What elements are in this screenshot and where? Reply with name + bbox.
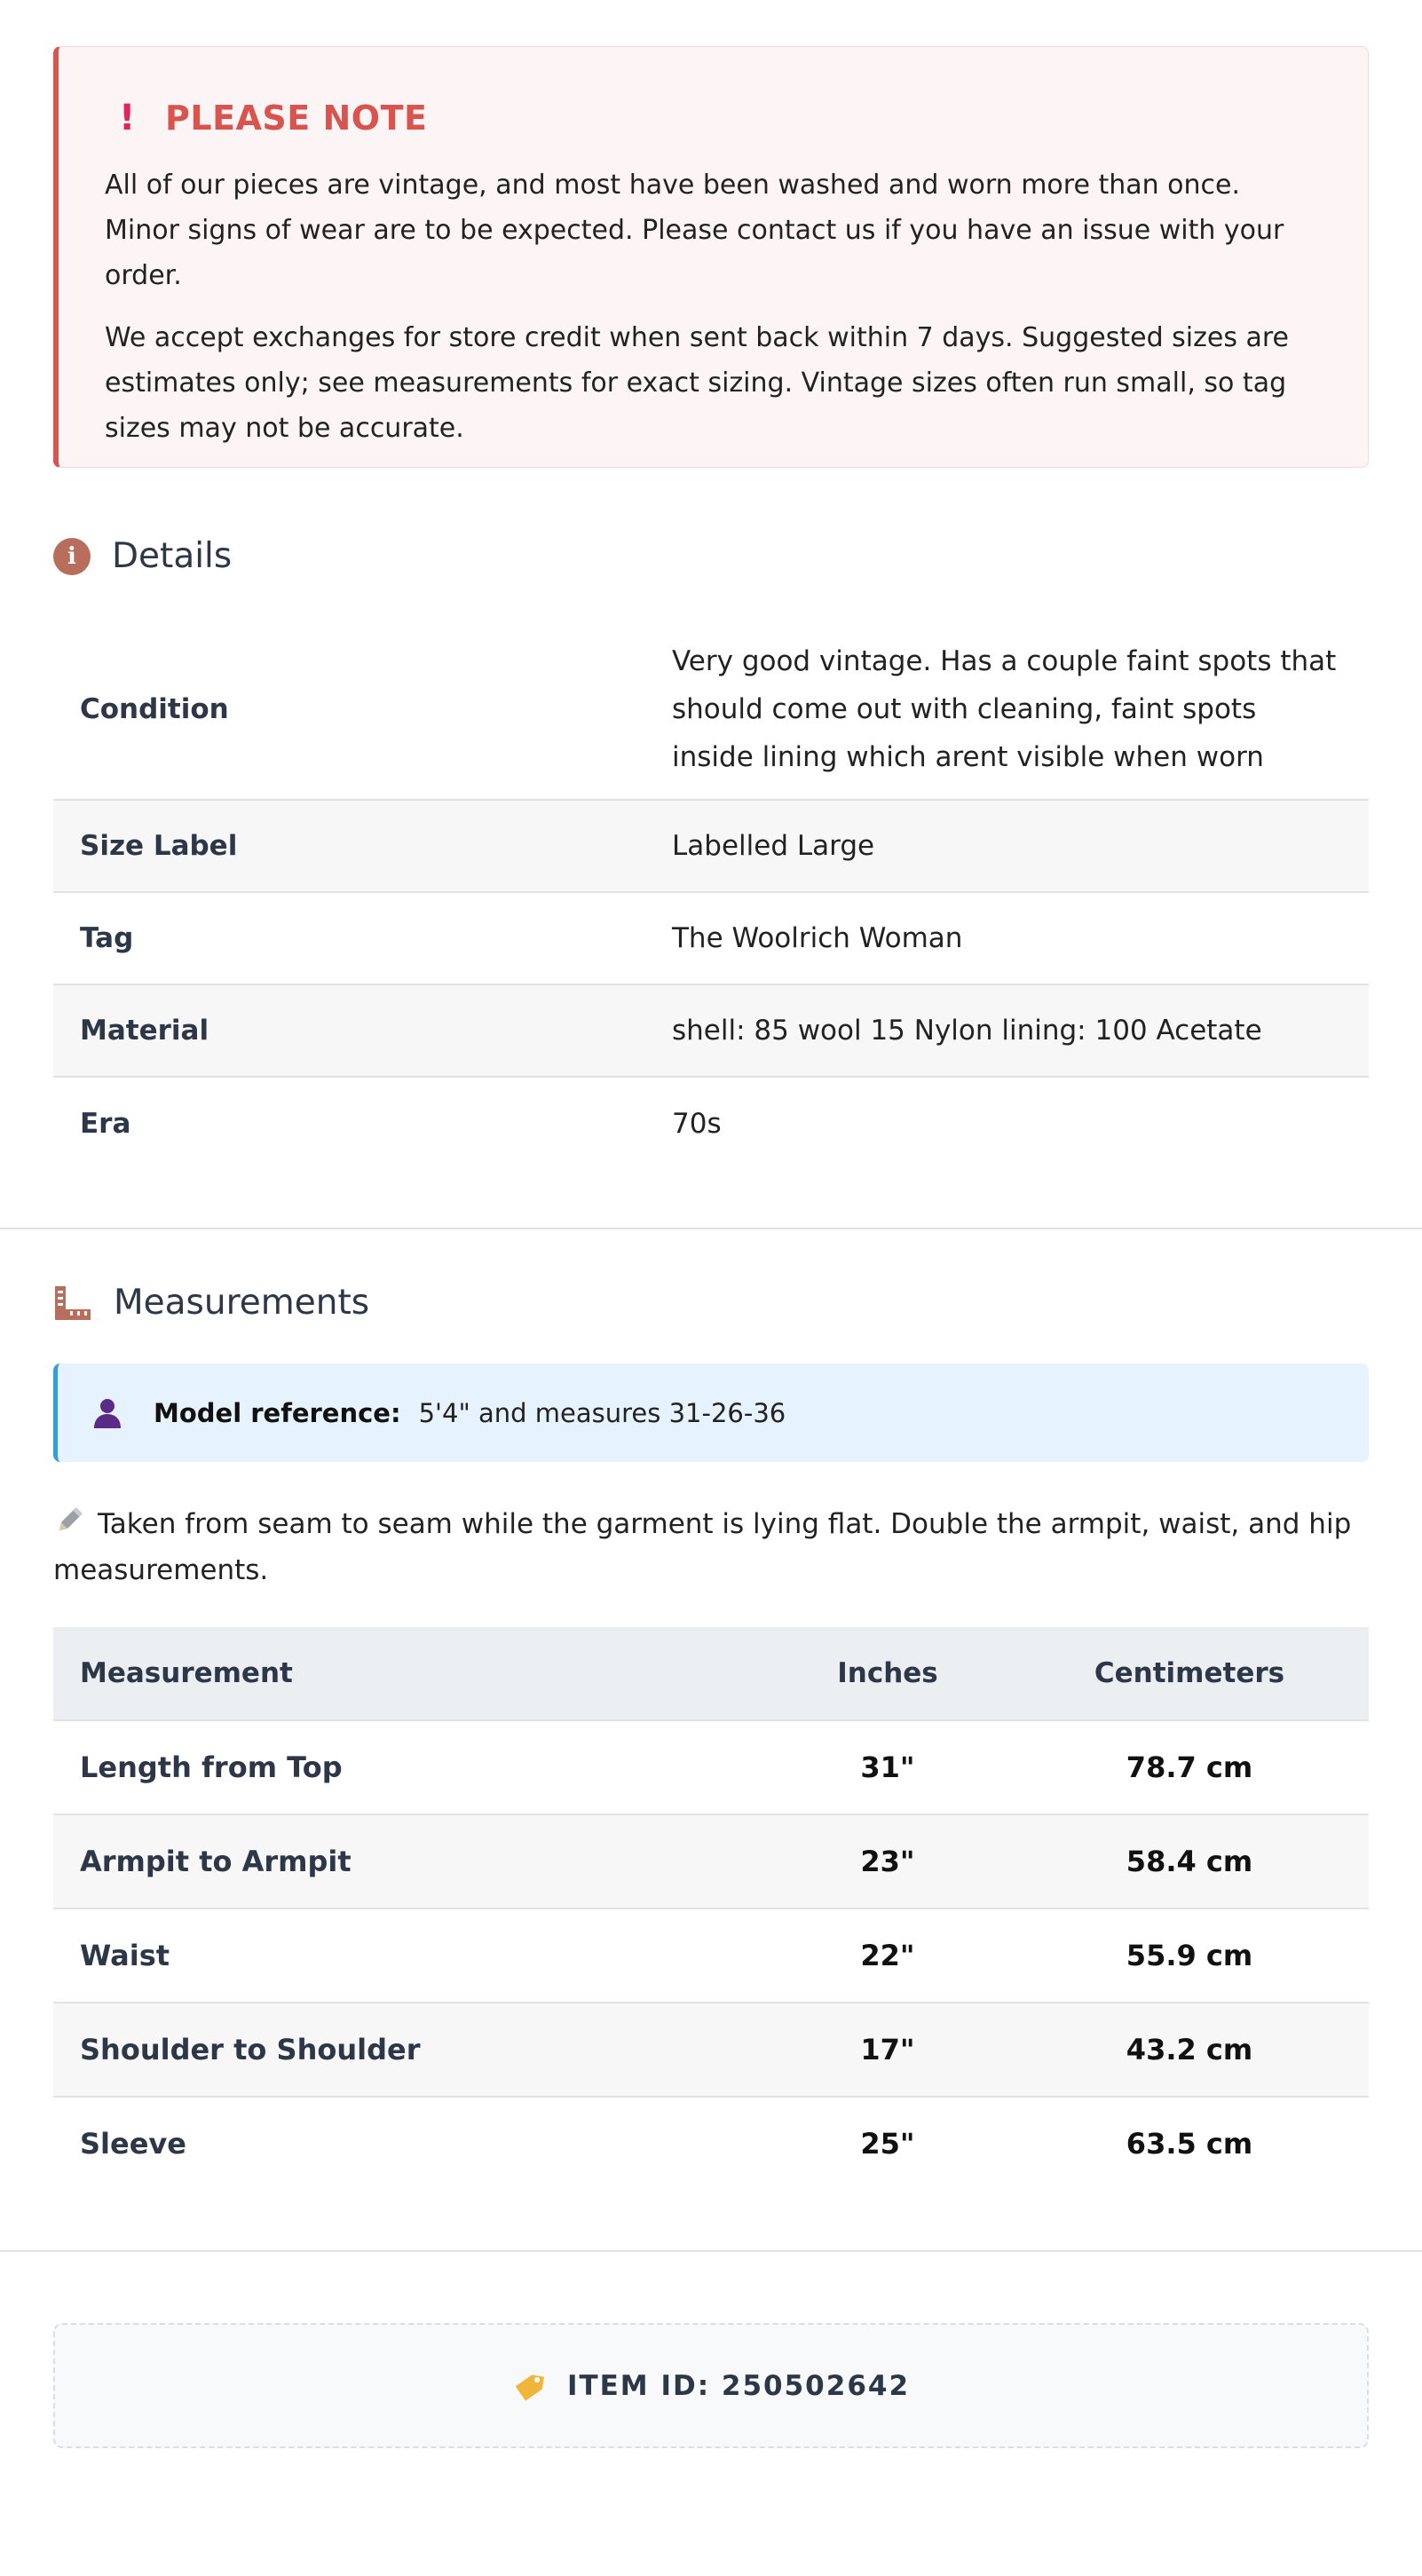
note-paragraph: We accept exchanges for store credit when sent back within 7 days. Suggested sizes are estimates only; see measurements for exact sizing. Vintage sizes often run small, so tag sizes may not be accurate. bbox=[105, 322, 1290, 444]
column-header: Measurement bbox=[53, 1627, 765, 1720]
table-row bbox=[53, 1077, 1369, 1169]
measurement-inches: 17" bbox=[765, 2003, 1010, 2097]
detail-value: shell: 85 wool 15 Nylon lining: 100 Acetate bbox=[645, 984, 1369, 1077]
table-row bbox=[53, 2097, 1369, 2190]
detail-value: Labelled Large bbox=[645, 800, 1369, 892]
measurement-inches: 25" bbox=[765, 2097, 1010, 2190]
pencil-icon bbox=[53, 1505, 85, 1537]
measurement-inches: 31" bbox=[765, 1720, 1010, 1814]
measurement-cm: 55.9 cm bbox=[1010, 1908, 1369, 2003]
model-reference-value: 5'4" and measures 31-26-36 bbox=[418, 1397, 786, 1428]
please-note-box bbox=[53, 46, 1369, 468]
model-reference-box bbox=[53, 1363, 1369, 1462]
exclamation-icon: ! bbox=[119, 98, 136, 138]
detail-value: The Woolrich Woman bbox=[645, 892, 1369, 984]
measurement-cm: 78.7 cm bbox=[1010, 1720, 1369, 1814]
section-divider bbox=[0, 2250, 1422, 2252]
details-title: Details bbox=[112, 536, 233, 576]
detail-value: 70s bbox=[672, 1107, 722, 1140]
measurement-inches: 23" bbox=[765, 1814, 1010, 1908]
measurement-cm: 63.5 cm bbox=[1010, 2097, 1369, 2190]
measurements-header bbox=[53, 1283, 1369, 1323]
ruler-icon bbox=[53, 1284, 92, 1322]
person-icon bbox=[91, 1397, 123, 1429]
detail-label: Condition bbox=[53, 619, 645, 800]
note-header bbox=[105, 99, 1320, 138]
column-header: Centimeters bbox=[1010, 1627, 1369, 1720]
section-divider bbox=[0, 1228, 1422, 1229]
info-icon: i bbox=[53, 538, 91, 575]
measurements-table bbox=[53, 1627, 1369, 2190]
measurement-name: Shoulder to Shoulder bbox=[53, 2003, 765, 2097]
tag-icon bbox=[512, 2371, 546, 2401]
table-row bbox=[53, 892, 1369, 984]
detail-label: Size Label bbox=[53, 800, 645, 892]
item-id-label: ITEM ID: 250502642 bbox=[566, 2369, 911, 2402]
table-row bbox=[53, 984, 1369, 1077]
table-row bbox=[53, 1908, 1369, 2003]
measurement-inches: 22" bbox=[765, 1908, 1010, 2003]
detail-value: Very good vintage. Has a couple faint spots that should come out with cleaning, faint spots inside lining which arent visible when worn bbox=[645, 619, 1369, 800]
detail-label: Tag bbox=[53, 892, 645, 984]
measurement-note-text: Taken from seam to seam while the garment is lying flat. Double the armpit, waist, and hip measurements. bbox=[53, 1508, 1352, 1586]
measurements-title: Measurements bbox=[114, 1283, 370, 1323]
details-header bbox=[53, 536, 1369, 576]
item-id-box bbox=[53, 2323, 1369, 2448]
measurement-name: Armpit to Armpit bbox=[53, 1814, 765, 1908]
details-table bbox=[53, 619, 1369, 1169]
measurement-name: Sleeve bbox=[53, 2097, 765, 2190]
table-row bbox=[53, 619, 1369, 800]
measurement-name: Waist bbox=[53, 1908, 765, 2003]
table-header-row bbox=[53, 1627, 1369, 1720]
measurement-name: Length from Top bbox=[53, 1720, 765, 1814]
note-title: PLEASE NOTE bbox=[165, 99, 428, 138]
detail-label: Era bbox=[80, 1107, 131, 1140]
table-row bbox=[53, 1720, 1369, 1814]
measurement-cm: 58.4 cm bbox=[1010, 1814, 1369, 1908]
measurement-note bbox=[53, 1501, 1369, 1593]
column-header: Inches bbox=[765, 1627, 1010, 1720]
detail-label: Material bbox=[53, 984, 645, 1077]
model-reference-label: Model reference: bbox=[154, 1397, 401, 1428]
measurement-cm: 43.2 cm bbox=[1010, 2003, 1369, 2097]
table-row bbox=[53, 800, 1369, 892]
table-row bbox=[53, 1814, 1369, 1908]
note-paragraph: All of our pieces are vintage, and most have been washed and worn more than once. Minor signs of wear are to be expected. Please contact us if you have an issue with your order. bbox=[105, 170, 1284, 291]
table-row bbox=[53, 2003, 1369, 2097]
